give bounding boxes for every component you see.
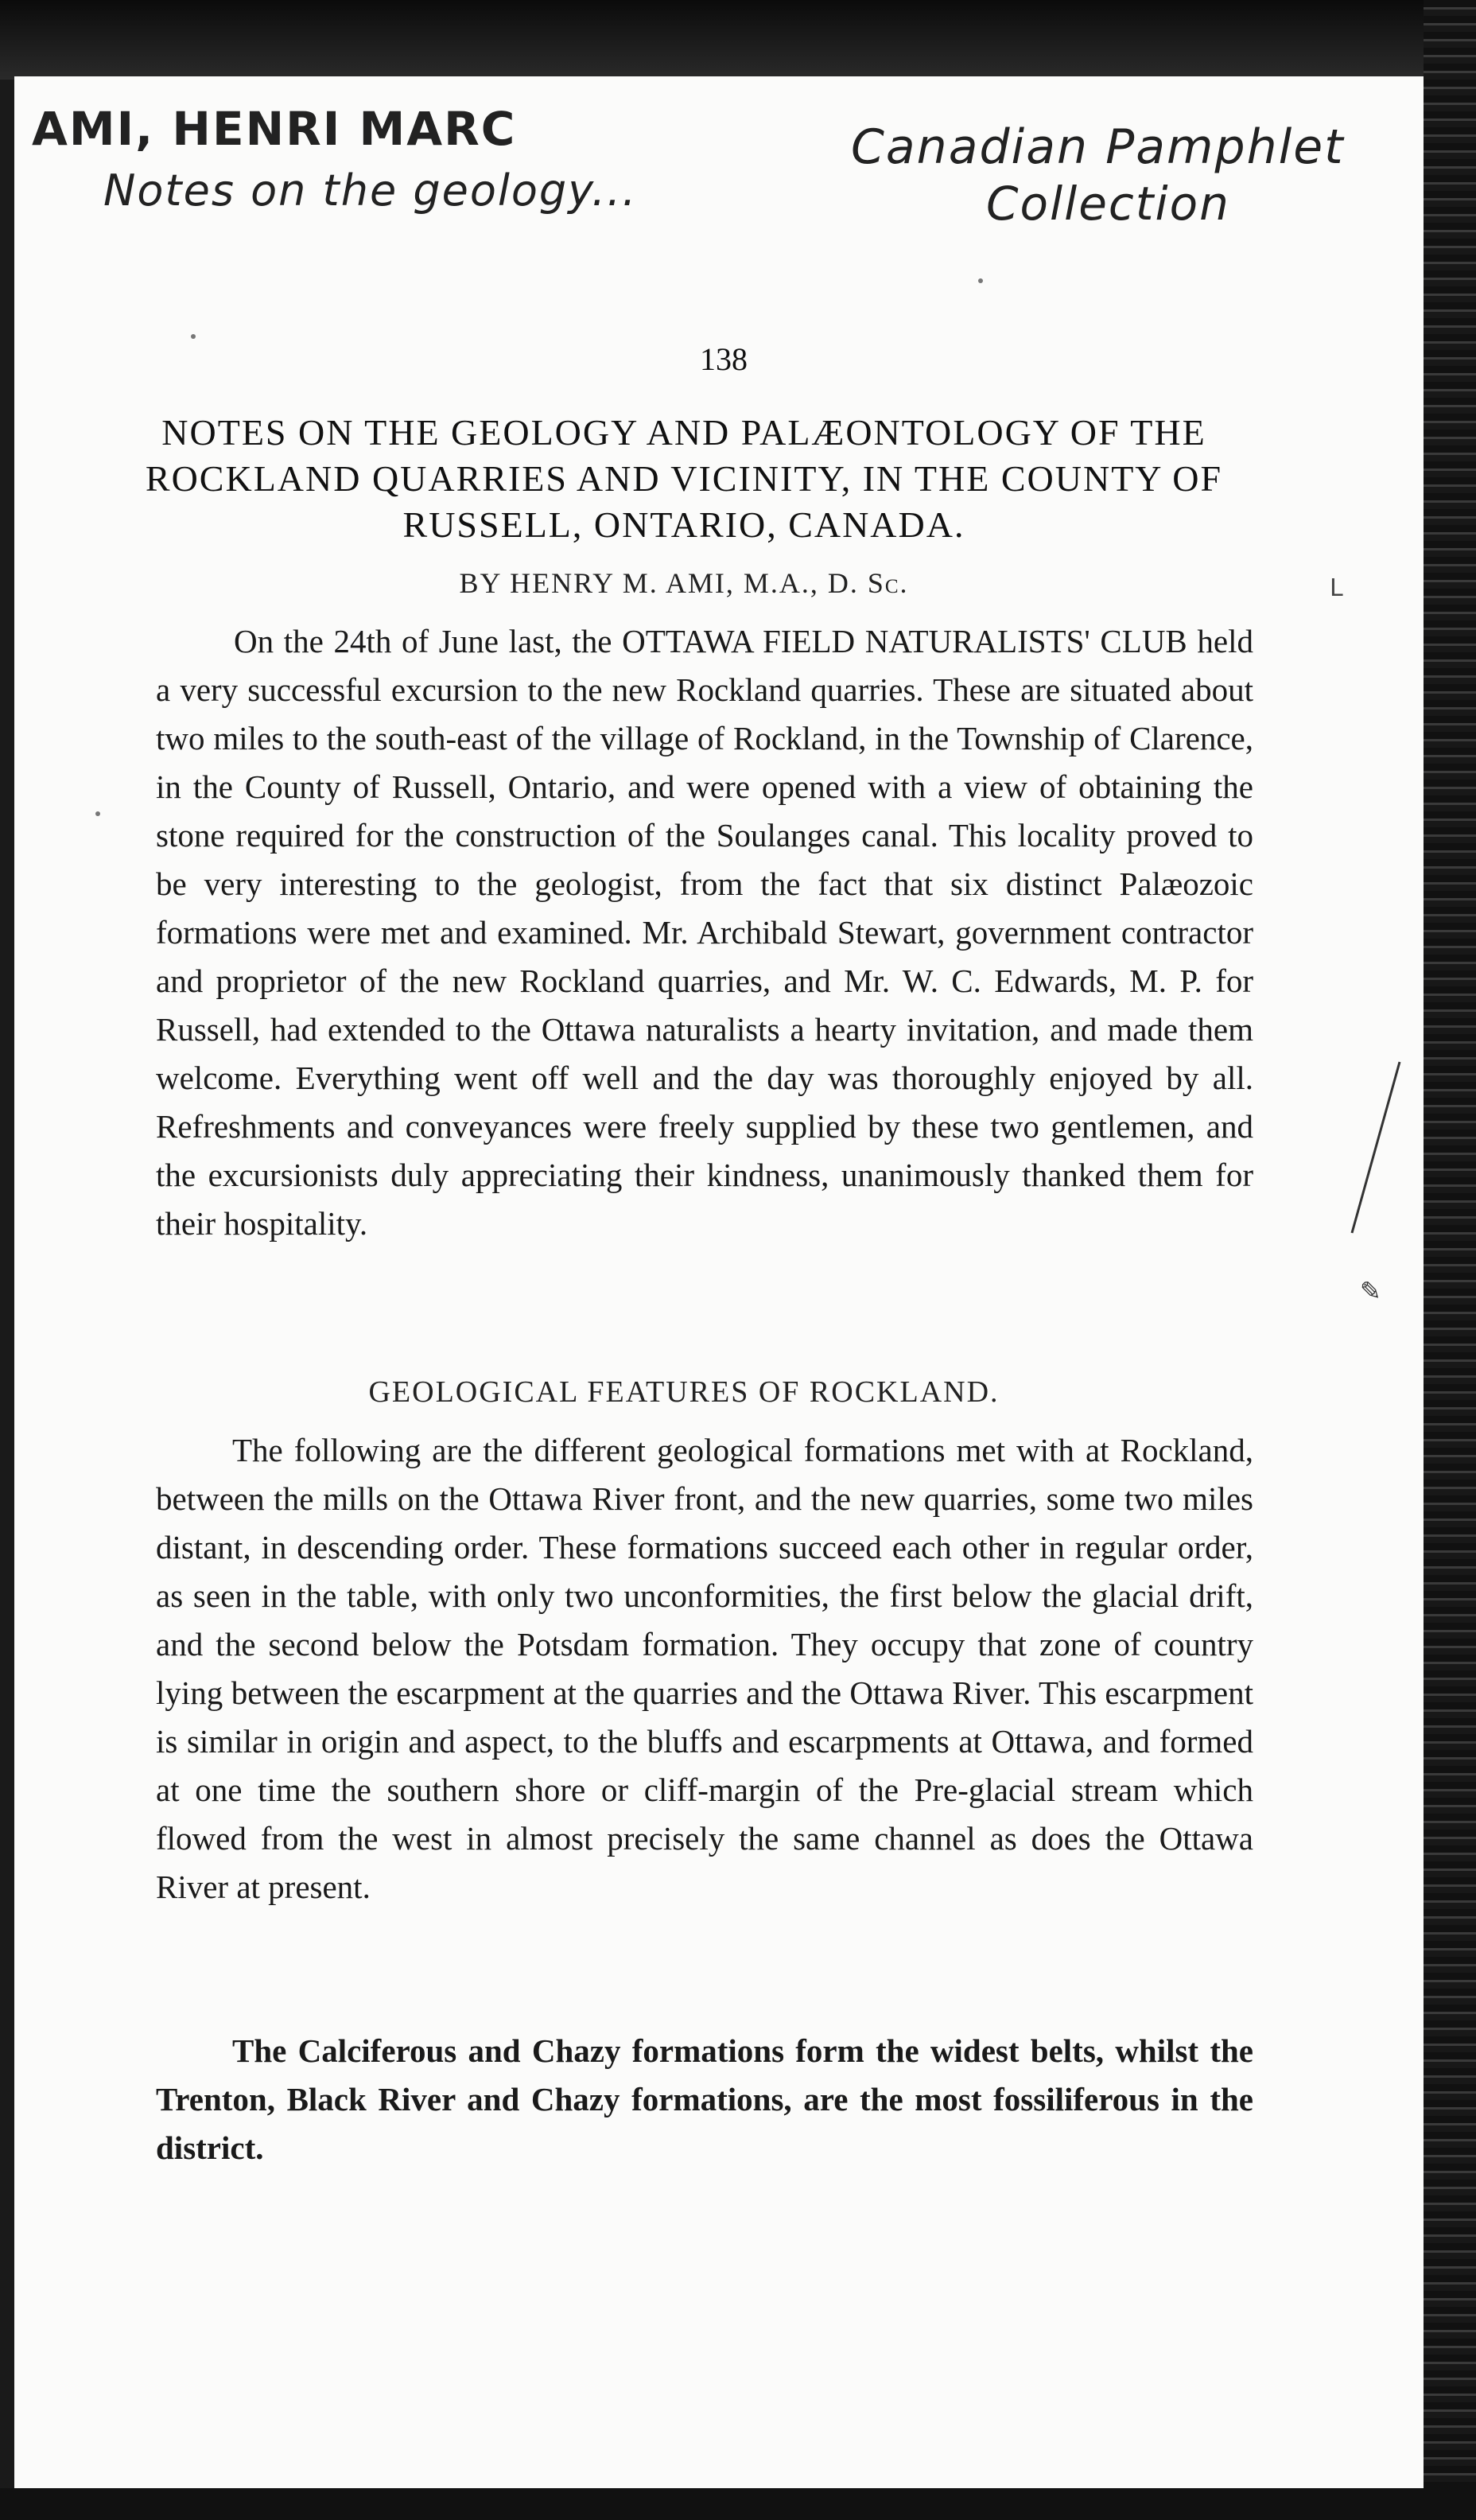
margin-tick-mark-icon: ᒪ (1330, 574, 1343, 602)
paragraph-formations: The following are the different geological formations met with at Rockland, between the mills on the Ottawa River front, and the new quarries, some two miles distant, in descending order. These formations succeed each other in regular order, as seen in the table, with only two unconformities, the first below the glacial drift, and the second below the Potsdam formation. They occupy that zone of country lying between the escarpment at the quarries and the Ottawa River. This escarpment is similar in origin and aspect, to the bluffs and escarpments at Ottawa, and formed at one time the southern shore or cliff-margin of the Pre-glacial stream which flowed from the west in almost precisely the same channel as does the Ottawa River at present. (156, 1432, 1253, 1905)
handwritten-author-note: AMI, HENRI MARC (32, 102, 517, 156)
article-byline: BY HENRY M. AMI, M.A., D. Sc. (459, 567, 909, 599)
scan-top-border (0, 0, 1476, 80)
scan-bottom-border (0, 2488, 1476, 2520)
article-heading: NOTES ON THE GEOLOGY AND PALÆONTOLOGY OF THE ROCKLAND QUARRIES AND VICINITY, IN THE COUNTY OF RUSSELL, ONTARIO, CANADA. (145, 412, 1223, 545)
handwritten-collection-line-1: Canadian Pamphlet (851, 119, 1345, 175)
paragraph-fossiliferous: The Calciferous and Chazy formations form the widest belts, whilst the Trenton, Black River and Chazy formations, are the most fossiliferous in the district. (156, 2032, 1253, 2166)
margin-pencil-line-icon (1344, 1058, 1408, 1241)
section-heading: GEOLOGICAL FEATURES OF ROCKLAND. (368, 1375, 1000, 1409)
paper-speck (95, 811, 100, 816)
handwritten-collection-line-2: Collection (986, 177, 1230, 231)
scan-right-edge (1424, 0, 1476, 2520)
handwritten-title-note: Notes on the geology... (103, 165, 638, 216)
page-number: 138 (700, 341, 748, 377)
paper-speck (978, 278, 983, 283)
margin-scribble-icon: ✎ (1360, 1276, 1381, 1306)
paragraph-excursion: On the 24th of June last, the OTTAWA FIELD NATURALISTS' CLUB held a very successful excursion to the new Rockland quarries. These are situated about two miles to the south-east of the village of Rockland, in the Township of Clarence, in the County of Russell, Ontario, and were opened with a view of obtaining the stone required for the construction of the Soulanges canal. This locality proved to be very interesting to the geologist, from the fact that six distinct Palæozoic formations were met and examined. Mr. Archibald Stewart, government contractor and proprietor of the new Rockland quarries, and Mr. W. C. Edwards, M. P. for Russell, had extended to the Ottawa naturalists a hearty invitation, and made them welcome. Everything went off well and the day was thoroughly enjoyed by all. Refreshments and conveyances were freely supplied by these two gentlemen, and the excursionists duly appreciating their kindness, unanimously thanked them for their hospitality. (156, 623, 1253, 1242)
paper-speck (191, 334, 196, 339)
